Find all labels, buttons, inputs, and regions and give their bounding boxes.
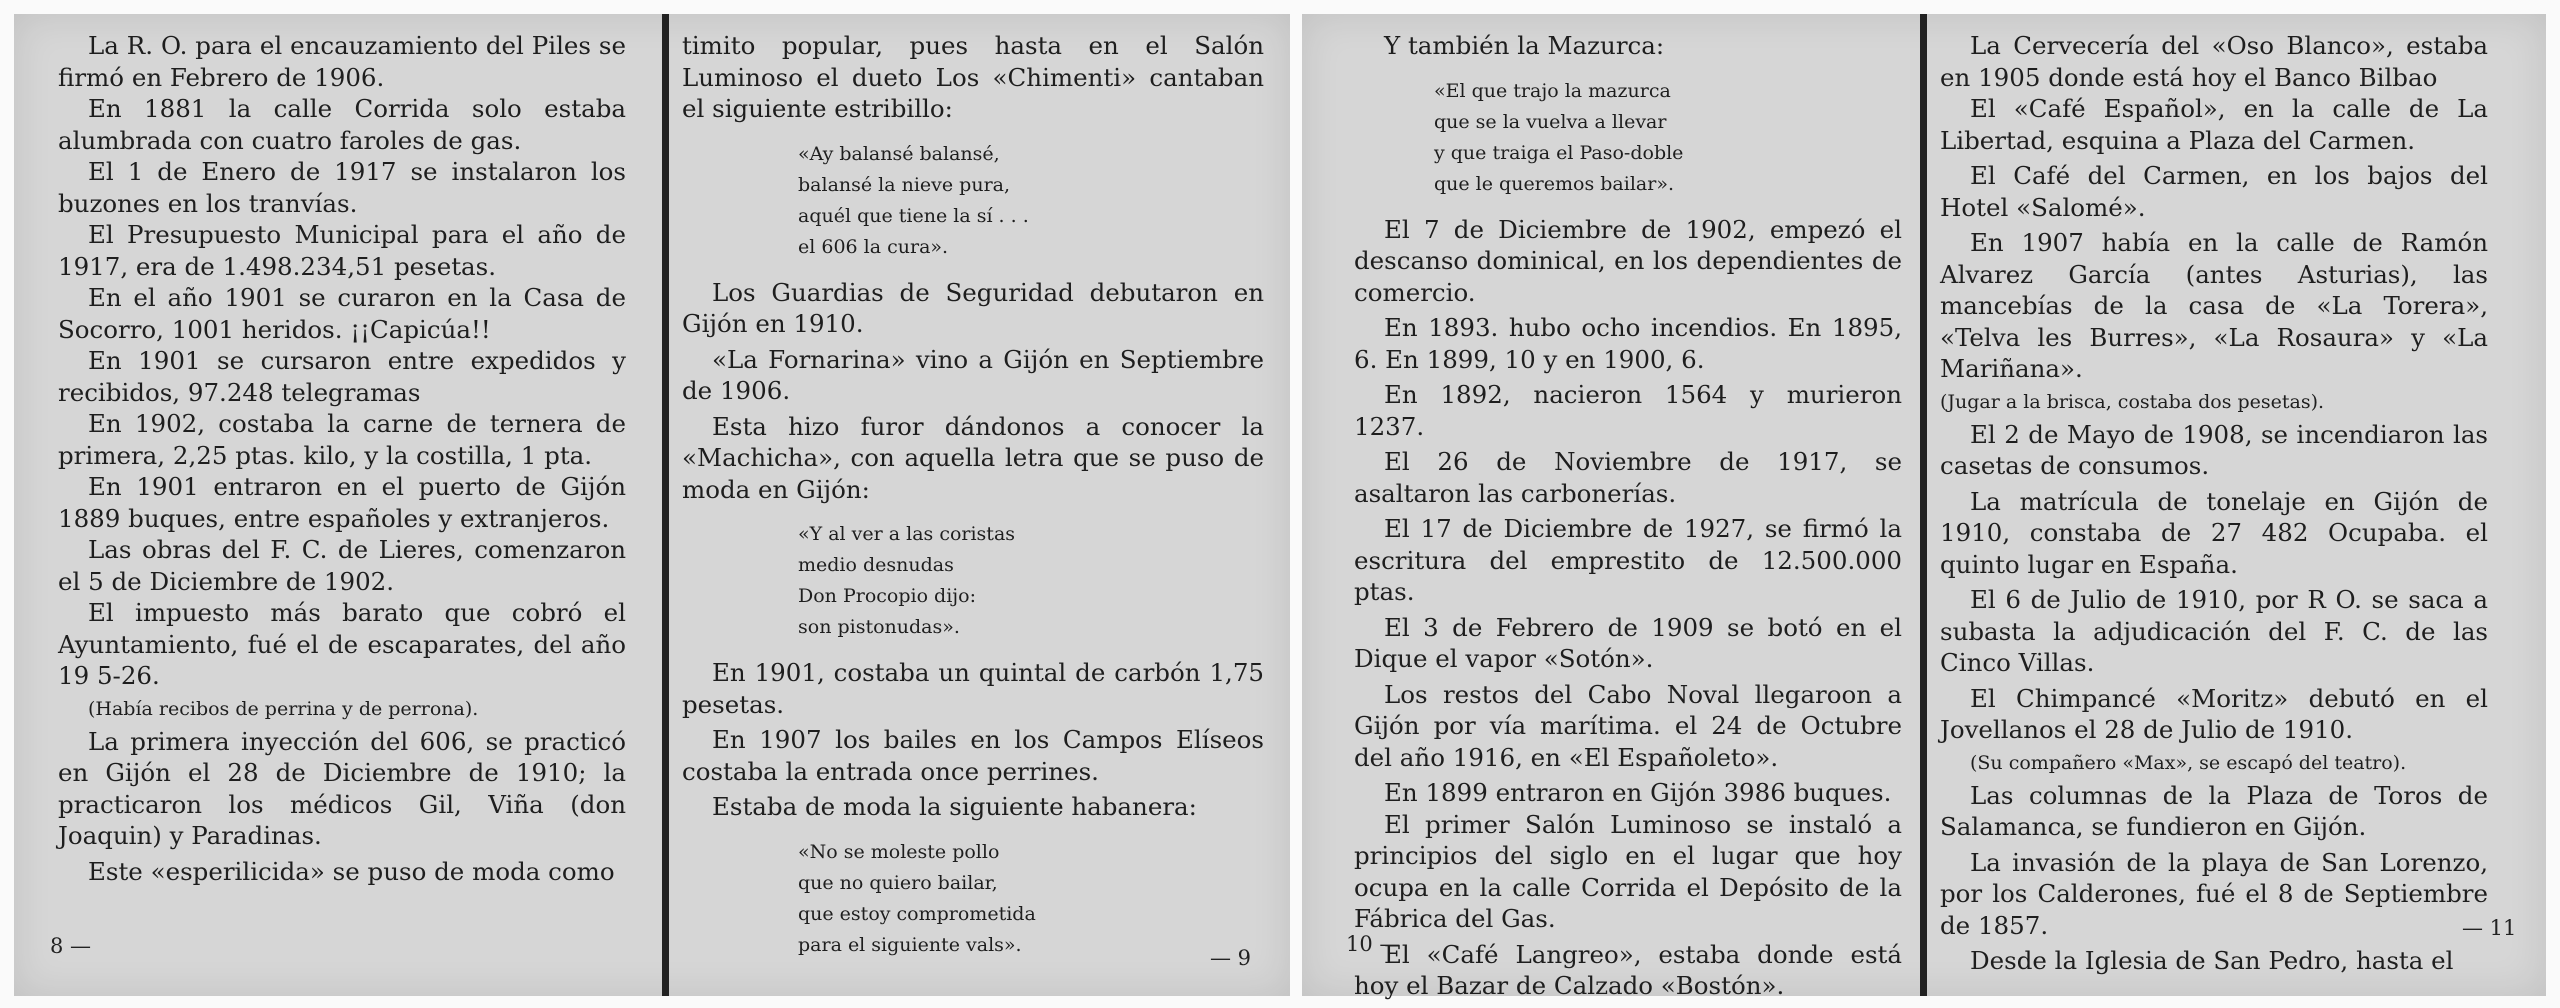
paragraph: Este «esperilicida» se puso de moda como [88, 856, 615, 886]
paragraph: El 2 de Mayo de 1908, se incendiaron las casetas de consumos. [1940, 419, 2488, 480]
paragraph: Las columnas de la Plaza de Toros de Salamanca, se fundieron en Gijón. [1940, 780, 2488, 841]
verse-line: el 606 la cura». [798, 235, 949, 258]
page-10 [1354, 30, 1902, 1002]
paragraph: timito popular, pues hasta en el Salón Luminoso el dueto Los «Chimenti» cantaban el siguiente estribillo: [682, 31, 1264, 123]
page-number: — 9 [1210, 946, 1252, 970]
footnote: (Jugar a la brisca, costaba dos pesetas). [1940, 390, 2325, 413]
paragraph: Los Guardias de Seguridad debutaron en Gijón en 1910. [682, 277, 1264, 338]
verse-block [1434, 76, 1902, 200]
paragraph: El primer Salón Luminoso se instaló a principios del siglo en el lugar que hoy ocupa en la calle Corrida el Depósito de la Fábrica del Gas. [1354, 809, 1902, 933]
paragraph: La invasión de la playa de San Lorenzo, por los Calderones, fué el 8 de Septiembre de 1857. [1940, 847, 2488, 940]
verse-block [798, 519, 1264, 643]
spread-pages-8-9 [14, 14, 1290, 996]
verse-block [798, 139, 1264, 263]
paragraph: En 1902, costaba la carne de ternera de primera, 2,25 ptas. kilo, y la costilla, 1 pta. [58, 409, 626, 470]
verse-line: balansé la nieve pura, [798, 173, 1011, 196]
paragraph: Las obras del F. C. de Lieres, comenzaron el 5 de Diciembre de 1902. [58, 535, 626, 596]
verse-line: que le queremos bailar». [1434, 172, 1674, 195]
paragraph: Los restos del Cabo Noval llegaroon a Gijón por vía marítima. el 24 de Octubre del año 1916, en «El Españoleto». [1354, 679, 1902, 772]
page-9 [682, 30, 1264, 975]
paragraph: En 1892, nacieron 1564 y murieron 1237. [1354, 380, 1902, 441]
paragraph: La R. O. para el encauzamiento del Piles se firmó en Febrero de 1906. [58, 31, 626, 92]
page-number: 10 — [1346, 932, 1401, 956]
verse-line: que estoy comprometida [798, 902, 1036, 925]
paragraph: El 3 de Febrero de 1909 se botó en el Dique el vapor «Sotón». [1354, 612, 1902, 673]
paragraph: El 26 de Noviembre de 1917, se asaltaron las carbonerías. [1354, 447, 1902, 508]
paragraph: El «Café Langreo», estaba donde está hoy el Bazar de Calzado «Bostón». [1354, 939, 1902, 1000]
paragraph: En 1893. hubo ocho incendios. En 1895, 6. En 1899, 10 y en 1900, 6. [1354, 313, 1902, 374]
paragraph: La matrícula de tonelaje en Gijón de 1910, constaba de 27 482 Ocupaba. el quinto lugar en España. [1940, 486, 2488, 579]
paragraph: Estaba de moda la siguiente habanera: [712, 792, 1197, 821]
paragraph: El 17 de Diciembre de 1927, se firmó la escritura del emprestito de 12.500.000 ptas. [1354, 514, 1902, 606]
page-number: 8 — [50, 934, 92, 958]
paragraph: El impuesto más barato que cobró el Ayuntamiento, fué el de escaparates, del año 19 5-26. [58, 598, 626, 690]
verse-line: «No se moleste pollo [798, 840, 1000, 863]
paragraph: El Presupuesto Municipal para el año de 1917, era de 1.498.234,51 pesetas. [58, 220, 626, 281]
footnote: (Había recibos de perrina y de perrona). [88, 697, 479, 720]
spread-pages-10-11 [1302, 14, 2546, 1000]
paragraph: Esta hizo furor dándonos a conocer la «Machicha», con aquella letra que se puso de moda en Gijón: [682, 411, 1264, 504]
verse-line: y que traiga el Paso-doble [1434, 141, 1684, 164]
paragraph: En 1899 entraron en Gijón 3986 buques. [1384, 778, 1892, 807]
verse-line: «Y al ver a las coristas [798, 523, 1016, 545]
verse-line: que no quiero bailar, [798, 871, 998, 894]
page-number: — 11 [2462, 916, 2517, 940]
verse-line: «El que trajo la mazurca [1434, 79, 1671, 102]
paragraph: En 1901, costaba un quintal de carbón 1,75 pesetas. [682, 658, 1264, 719]
paragraph: Desde la Iglesia de San Pedro, hasta el [1970, 946, 2454, 975]
paragraph: En 1907 había en la calle de Ramón Alvarez García (antes Asturias), las mancebías de la casa de «La Torera», «Telva les Burres», «La Rosaura» y «La Mariñana». [1940, 228, 2488, 383]
verse-line: que se la vuelva a llevar [1434, 110, 1667, 133]
paragraph: En 1881 la calle Corrida solo estaba alumbrada con cuatro faroles de gas. [58, 94, 626, 155]
page-11 [1940, 30, 2488, 977]
verse-line: para el siguiente vals». [798, 933, 1022, 956]
paragraph: «La Fornarina» vino a Gijón en Septiembre de 1906. [682, 344, 1264, 405]
verse-line: aquél que tiene la sí . . . [798, 204, 1029, 227]
paragraph: El Café del Carmen, en los bajos del Hotel «Salomé». [1940, 161, 2488, 222]
verse-line: medio desnudas [798, 554, 954, 576]
paragraph: En 1901 entraron en el puerto de Gijón 1889 buques, entre españoles y extranjeros. [58, 472, 626, 533]
paragraph: Y también la Mazurca: [1384, 31, 1665, 60]
paragraph: El Chimpancé «Moritz» debutó en el Jovellanos el 28 de Julio de 1910. [1940, 683, 2488, 744]
verse-line: Don Procopio dijo: [798, 585, 977, 607]
paragraph: La Cervecería del «Oso Blanco», estaba en 1905 donde está hoy el Banco Bilbao [1940, 31, 2488, 92]
footnote: (Su compañero «Max», se escapó del teatro). [1970, 751, 2407, 774]
binding-gutter [1920, 14, 1927, 996]
paragraph: En 1907 los bailes en los Campos Elíseos costaba la entrada once perrines. [682, 725, 1264, 786]
verse-line: «Ay balansé balansé, [798, 142, 1000, 165]
paragraph: El 7 de Diciembre de 1902, empezó el descanso dominical, en los dependientes de comercio. [1354, 214, 1902, 307]
paragraph: El 1 de Enero de 1917 se instalaron los buzones en los tranvías. [58, 157, 626, 218]
paragraph: En 1901 se cursaron entre expedidos y recibidos, 97.248 telegramas [58, 346, 626, 407]
verse-line: son pistonudas». [798, 616, 960, 638]
paragraph: En el año 1901 se curaron en la Casa de Socorro, 1001 heridos. ¡¡Capicúa!! [58, 283, 626, 344]
verse-block [798, 837, 1264, 961]
page-8 [58, 30, 626, 887]
paragraph: El «Café Español», en la calle de La Libertad, esquina a Plaza del Carmen. [1940, 94, 2488, 155]
paragraph: El 6 de Julio de 1910, por R O. se saca a subasta la adjudicación del F. C. de las Cinco Villas. [1940, 585, 2488, 677]
paragraph: La primera inyección del 606, se practicó en Gijón el 28 de Diciembre de 1910; la practicaron los médicos Gil, Viña (don Joaquin) y Paradinas. [58, 726, 626, 850]
binding-gutter [662, 14, 669, 996]
